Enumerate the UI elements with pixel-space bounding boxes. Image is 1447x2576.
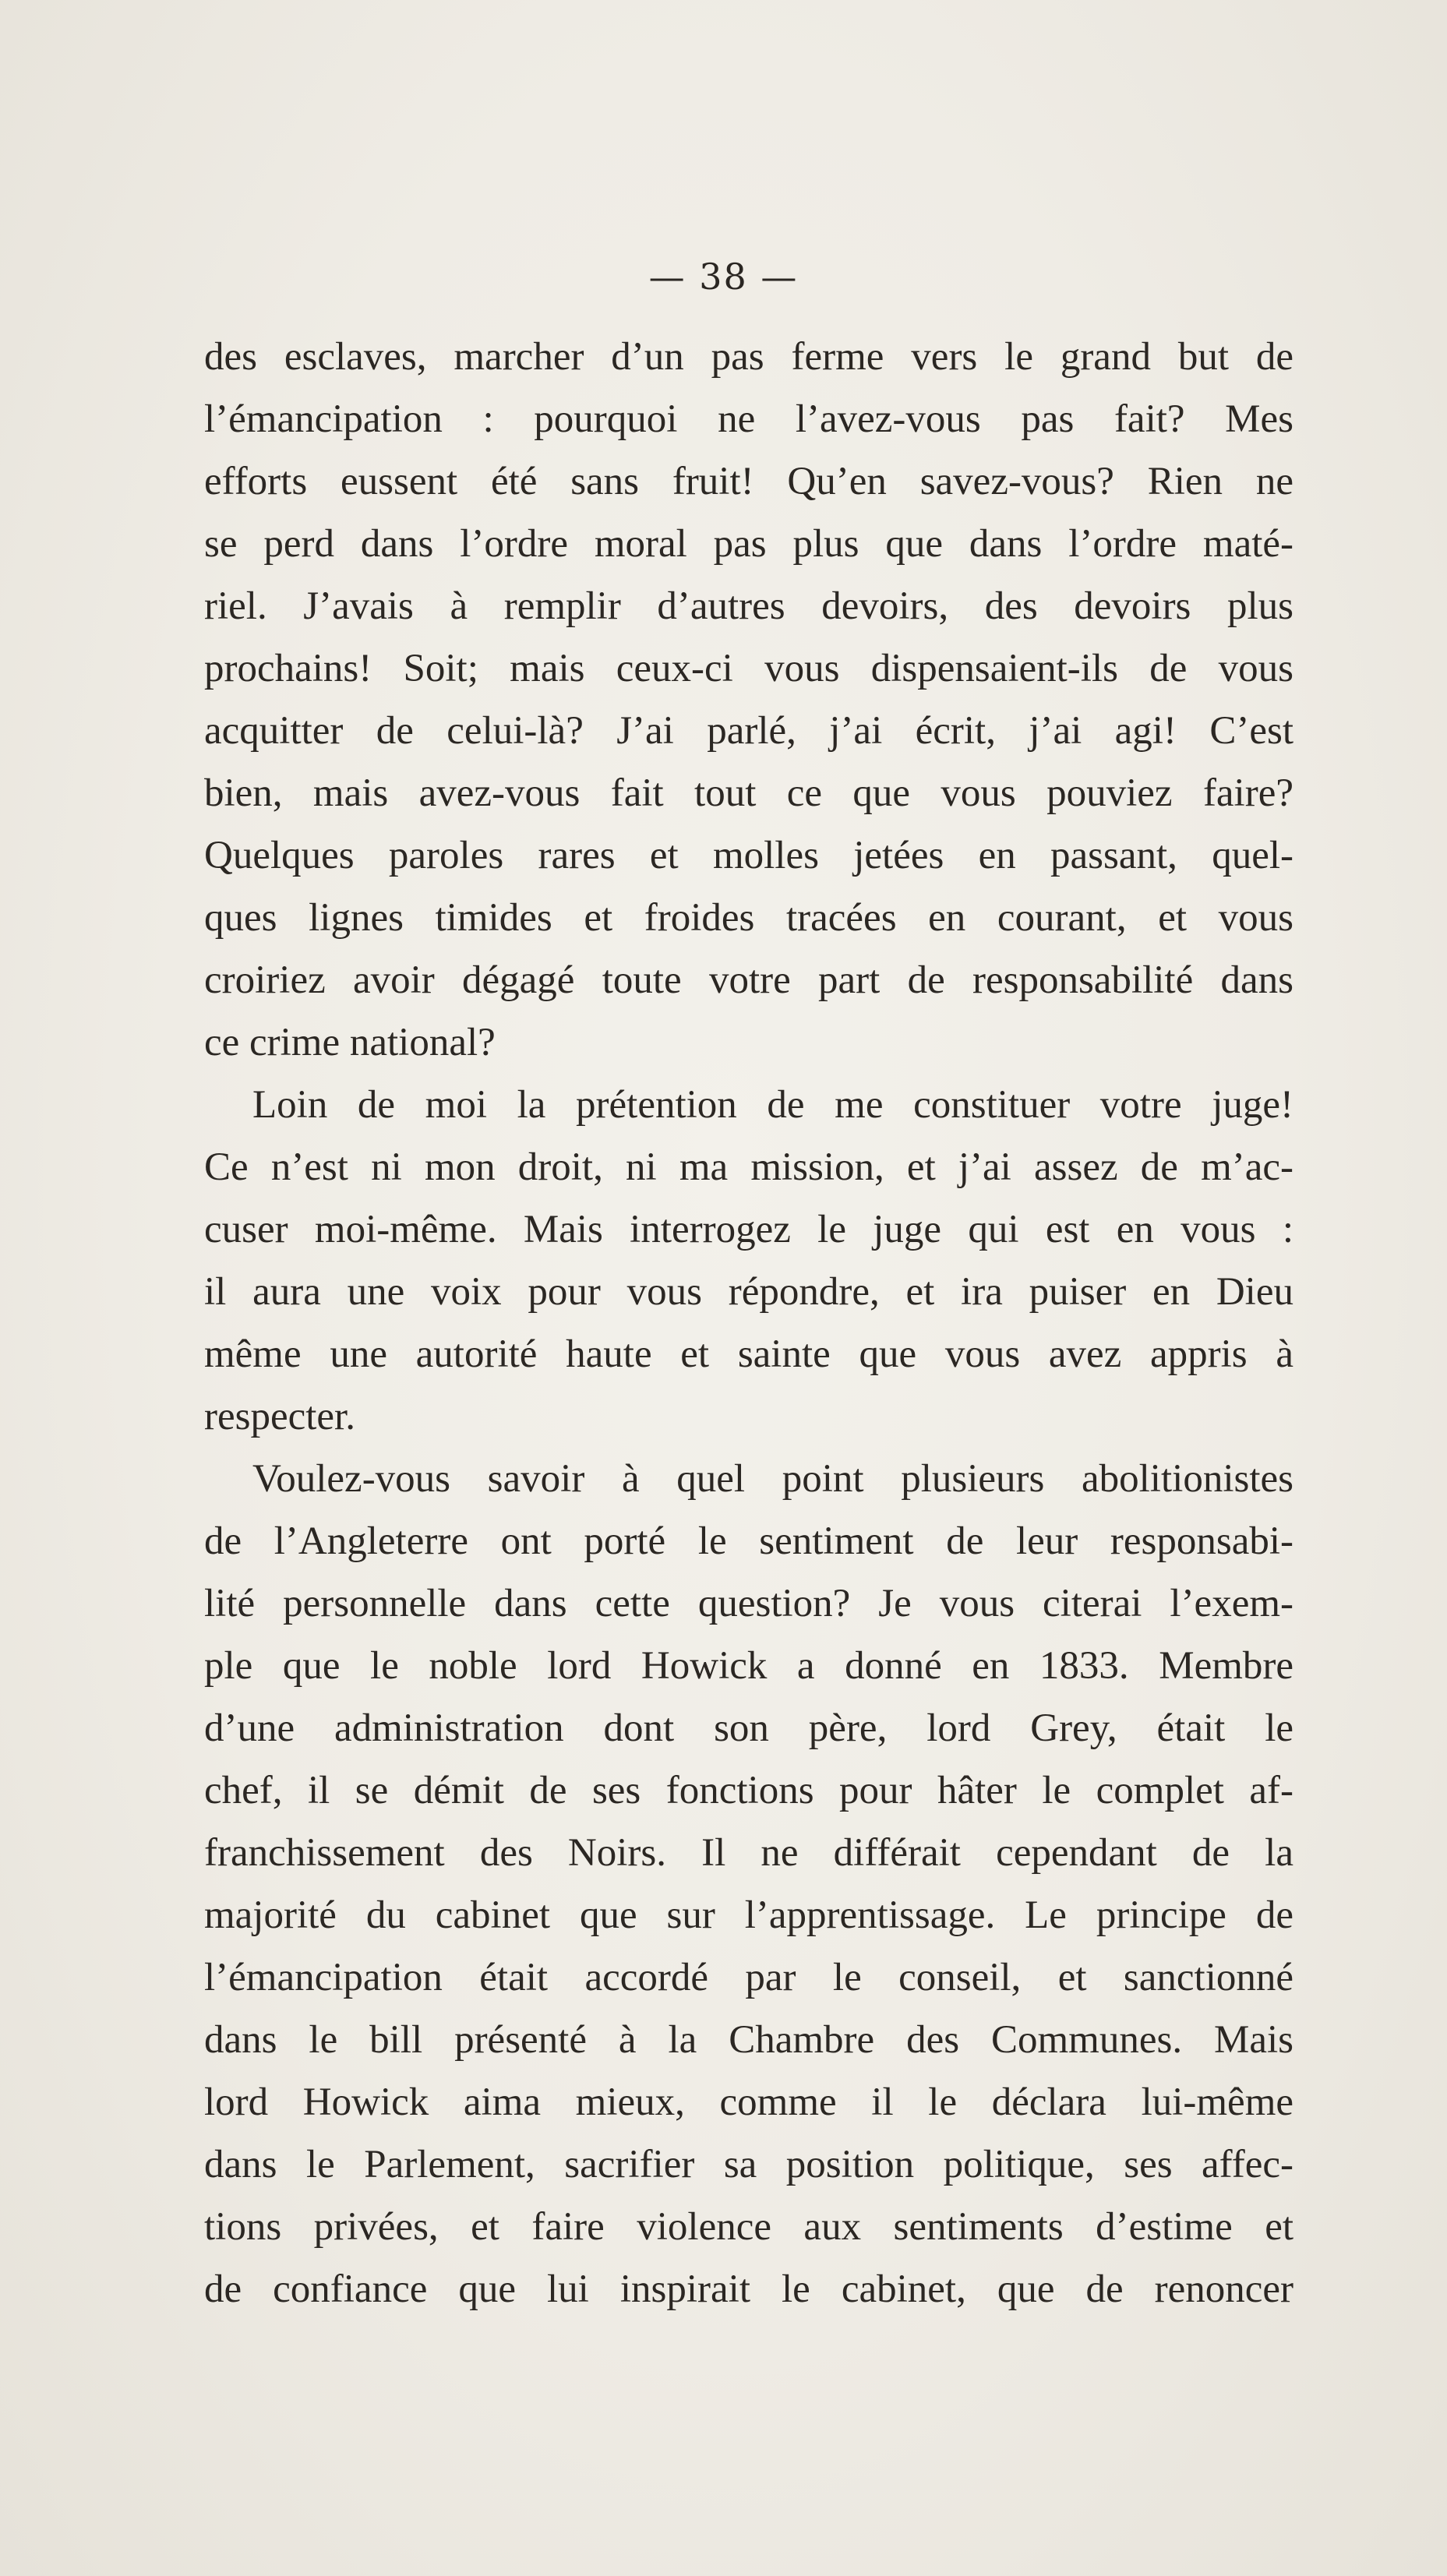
- text-line: bien, mais avez-vous fait tout ce que vous pouviez faire?: [204, 771, 1293, 815]
- text-line: respecter.: [204, 1395, 355, 1438]
- paragraph-start: Voulez-vous savoir à quel point plusieurs abolitionistes: [252, 1457, 1293, 1501]
- text-line: de confiance que lui inspirait le cabinet, que de renoncer: [204, 2267, 1293, 2311]
- text-line: l’émancipation : pourquoi ne l’avez-vous pas fait? Mes: [204, 397, 1293, 441]
- text-line: chef, il se démit de ses fonctions pour hâter le complet af-: [204, 1769, 1293, 1812]
- text-line: dans le bill présenté à la Chambre des Communes. Mais: [204, 2018, 1293, 2062]
- text-line: majorité du cabinet que sur l’apprentissage. Le principe de: [204, 1893, 1293, 1937]
- text-line: efforts eussent été sans fruit! Qu’en savez-vous? Rien ne: [204, 460, 1293, 503]
- text-line: franchissement des Noirs. Il ne différait cependant de la: [204, 1831, 1293, 1875]
- text-line: prochains! Soit; mais ceux-ci vous dispensaient-ils de vous: [204, 647, 1293, 690]
- text-line: croiriez avoir dégagé toute votre part de responsabilité dans: [204, 958, 1293, 1002]
- text-line: Ce n’est ni mon droit, ni ma mission, et j’ai assez de m’ac-: [204, 1145, 1293, 1189]
- page-number: — 38 —: [648, 256, 799, 298]
- paragraph-start: Loin de moi la prétention de me constituer votre juge!: [252, 1083, 1293, 1127]
- text-line: ques lignes timides et froides tracées en courant, et vous: [204, 896, 1293, 940]
- text-line: ce crime national?: [204, 1021, 496, 1064]
- text-line: d’une administration dont son père, lord Grey, était le: [204, 1706, 1293, 1750]
- text-line: de l’Angleterre ont porté le sentiment de leur responsabi-: [204, 1519, 1293, 1563]
- text-line: ple que le noble lord Howick a donné en 1833. Membre: [204, 1644, 1293, 1688]
- body-text: [204, 326, 1293, 2320]
- text-line: lité personnelle dans cette question? Je vous citerai l’exem-: [204, 1582, 1293, 1625]
- text-line: se perd dans l’ordre moral pas plus que dans l’ordre maté-: [204, 522, 1293, 566]
- text-line: l’émancipation était accordé par le conseil, et sanctionné: [204, 1956, 1293, 1999]
- text-line: cuser moi-même. Mais interrogez le juge qui est en vous :: [204, 1208, 1293, 1251]
- text-line: riel. J’avais à remplir d’autres devoirs, des devoirs plus: [204, 584, 1293, 628]
- text-line: il aura une voix pour vous répondre, et ira puiser en Dieu: [204, 1270, 1293, 1314]
- text-line: acquitter de celui-là? J’ai parlé, j’ai écrit, j’ai agi! C’est: [204, 709, 1293, 753]
- text-line: dans le Parlement, sacrifier sa position politique, ses affec-: [204, 2143, 1293, 2186]
- text-line: tions privées, et faire violence aux sentiments d’estime et: [204, 2205, 1293, 2249]
- text-line: lord Howick aima mieux, comme il le déclara lui-même: [204, 2080, 1293, 2124]
- text-line: Quelques paroles rares et molles jetées en passant, quel-: [204, 834, 1293, 877]
- text-line: des esclaves, marcher d’un pas ferme vers le grand but de: [204, 335, 1293, 379]
- text-line: même une autorité haute et sainte que vous avez appris à: [204, 1332, 1293, 1376]
